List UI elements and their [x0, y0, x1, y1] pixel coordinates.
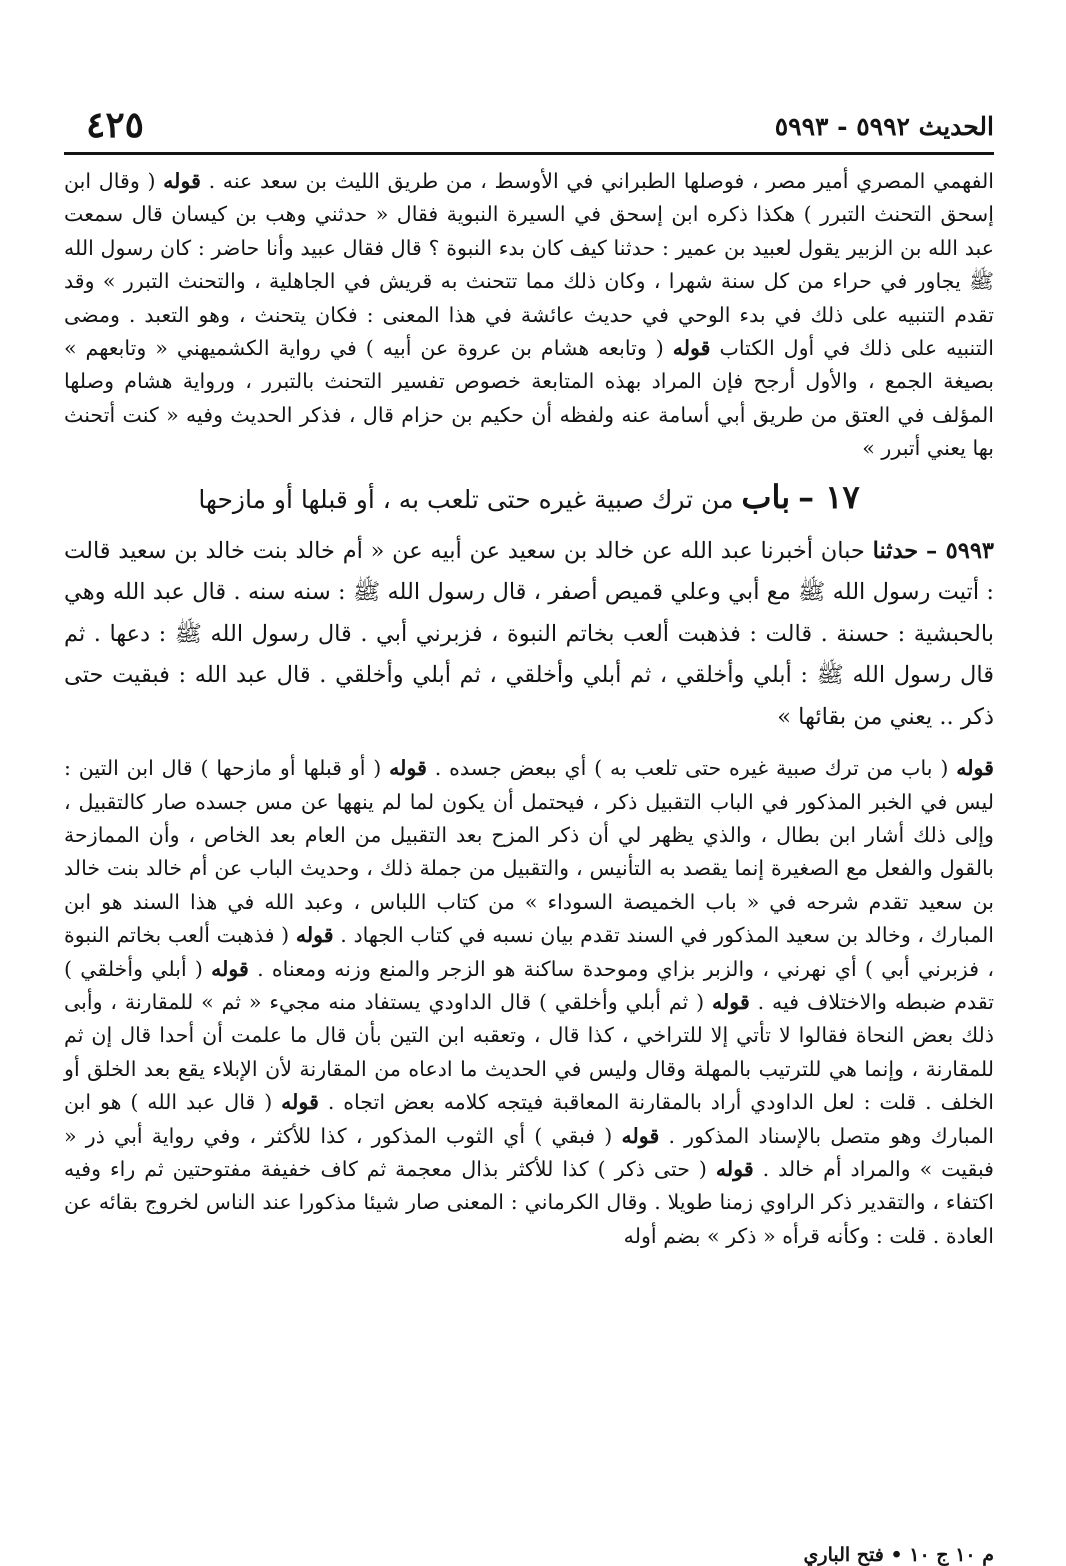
- qawluhu-keyword: قوله: [281, 1090, 319, 1115]
- chapter-number: ١٧ –: [798, 477, 860, 516]
- qawluhu-keyword: قوله: [672, 336, 711, 361]
- commentary-text: ( فذهبت ألعب بخاتم النبوة ، فزبرني أبي ) أي نهرني ، والزبر بزاي وموحدة ساكنة هو الزجر والمنع وزنه ومعناه .: [64, 923, 994, 981]
- commentary-text: ( حتى ذكر ) كذا للأكثر بذال معجمة ثم كاف خفيفة مفتوحتين ثم راء وفيه اكتفاء ، والتقدير ذكر الراوي زمنا طويلا . وقال الكرماني : المعنى صار شيئا مذكورا عند الناس لخروج بقائه عن العادة . قلت : وكأنه قرأه « ذكر » بضم أوله: [64, 1157, 994, 1248]
- commentary-text: ( باب من ترك صبية غيره حتى تلعب به ) أي ببعض جسده .: [434, 756, 957, 781]
- page-header: [64, 104, 994, 150]
- running-title: الحديث ٥٩٩٢ - ٥٩٩٣: [774, 112, 994, 141]
- commentary-text: ( قال عبد الله ) هو ابن المبارك وهو متصل بالإسناد المذكور .: [64, 1090, 995, 1148]
- qawluhu-keyword: قوله: [956, 756, 994, 781]
- header-rule: [64, 152, 994, 155]
- commentary-text: ( أو قبلها أو مازحها ) قال ابن التين : ليس في الخبر المذكور في الباب التقبيل ذكر ، فيحتمل أن يكون لما لم ينهها عن مس جسده صار كالتقبيل ، وإلى ذلك أشار ابن بطال ، والذي يظهر لي أن ذكر المزح بعد التقبيل من العام بعد الخاص ، وأن الممازحة بالقول والفعل مع الصغيرة إنما يقصد به التأنيس ، والتقبيل من جملة ذلك ، وحديث الباب عن أم خالد بنت خالد بن سعيد تقدم شرحه في « باب الخميصة السوداء » من كتاب اللباس ، وعبد الله في هذا السند هو ابن المبارك ، وخالد بن سعيد المذكور في السند تقدم بيان نسبه في كتاب الجهاد .: [64, 756, 994, 948]
- chapter-title: من ترك صبية غيره حتى تلعب به ، أو قبلها أو مازحها: [198, 484, 734, 514]
- hadith-text: [64, 531, 994, 739]
- page-content: [64, 104, 995, 1566]
- commentary-text: ( فبقي ) أي الثوب المذكور ، كذا للأكثر ، وفي رواية أبي ذر « فبقيت » والمراد أم خالد .: [64, 1123, 995, 1182]
- qawluhu-keyword: قوله: [211, 956, 249, 981]
- commentary-text: ( وقال ابن إسحق التحنث التبرر ) هكذا ذكره ابن إسحق في السيرة النبوية فقال « حدثني وهب بن كيسان قال سمعت عبد الله بن الزبير يقول لعبيد بن عمير : حدثنا كيف كان بدء النبوة ؟ قال فقال عبيد وأنا حاضر : كان رسول الله ﷺ يجاور في حراء من كل سنة شهرا ، وكان ذلك مما تتحنث به قريش في الجاهلية ، والتحنث التبرر » وقد تقدم التنبيه على ذلك في بدء الوحي في حديث عائشة في هذا المعنى : فكان يتحنث ، وهو التعبد . ومضى التنبيه على ذلك في أول الكتاب: [64, 169, 994, 361]
- commentary-text: ( أبلي وأخلقي ) تقدم ضبطه والاختلاف فيه .: [64, 956, 995, 1014]
- qawluhu-keyword: قوله: [715, 1157, 754, 1182]
- qawluhu-keyword: قوله: [295, 923, 334, 948]
- commentary-text: الفهمي المصري أمير مصر ، فوصلها الطبراني في الأوسط ، من طريق الليث بن سعد عنه .: [208, 169, 995, 193]
- qawluhu-keyword: قوله: [621, 1123, 660, 1148]
- page-number: ٤٢٥: [86, 104, 145, 146]
- chapter-bab-word: باب: [741, 477, 791, 516]
- qawluhu-keyword: قوله: [389, 756, 427, 781]
- commentary-top: [64, 165, 994, 466]
- hadith-number: ٥٩٩٣ –: [925, 537, 994, 564]
- commentary-text: ( وتابعه هشام بن عروة عن أبيه ) في رواية الكشميهني « وتابعهم » بصيغة الجمع ، والأول أرجح فإن المراد بهذه المتابعة خصوص تفسير التحنث بالتبرر ، ورواية هشام وصلها المؤلف في العتق من طريق أبي أسامة عنه ولفظه أن حكيم بن حزام قال ، فذكر الحديث وفيه « كنت أتحنث بها يعني أتبرر »: [64, 336, 994, 461]
- qawluhu-keyword: قوله: [711, 990, 750, 1014]
- hadith-lead: حدثنا: [872, 537, 919, 564]
- hadith-body: حبان أخبرنا عبد الله عن خالد بن سعيد عن أبيه عن « أم خالد بنت خالد بن سعيد قالت : أتيت رسول الله ﷺ مع أبي وعلي قميص أصفر ، قال رسول الله ﷺ : سنه سنه . قال عبد الله وهي بالحبشية : حسنة . قالت : فذهبت ألعب بخاتم النبوة ، فزبرني أبي . قال رسول الله ﷺ : دعها . ثم قال رسول الله ﷺ : أبلي وأخلقي ، ثم أبلي وأخلقي ، ثم أبلي وأخلقي . قال عبد الله : فبقيت حتى ذكر .. يعني من بقائها »: [64, 537, 994, 730]
- chapter-heading: [64, 474, 994, 523]
- qawluhu-keyword: قوله: [163, 169, 201, 193]
- commentary-text: ( ثم أبلي وأخلقي ) قال الداودي يستفاد منه مجيء « ثم » للمقارنة ، وأبى ذلك بعض النحاة فقالوا لا تأتي إلا للتراخي ، كذا قال ، وتعقبه ابن التين بأن قال ما علمت أن أحدا قال إن ثم للمقارنة ، وإنما هي للترتيب بالمهلة وقال وليس في الحديث ما ادعاه من المقارنة لأن الإبلاء يقع بعد الخلق أو الخلف . قلت : لعل الداودي أراد بالمقارنة المعاقبة فيتجه كلامه بعض اتجاه .: [64, 990, 994, 1115]
- signature-line: م ١٠ ج ١٠ • فتح الباري: [803, 1544, 994, 1566]
- commentary-bottom: [64, 752, 994, 1253]
